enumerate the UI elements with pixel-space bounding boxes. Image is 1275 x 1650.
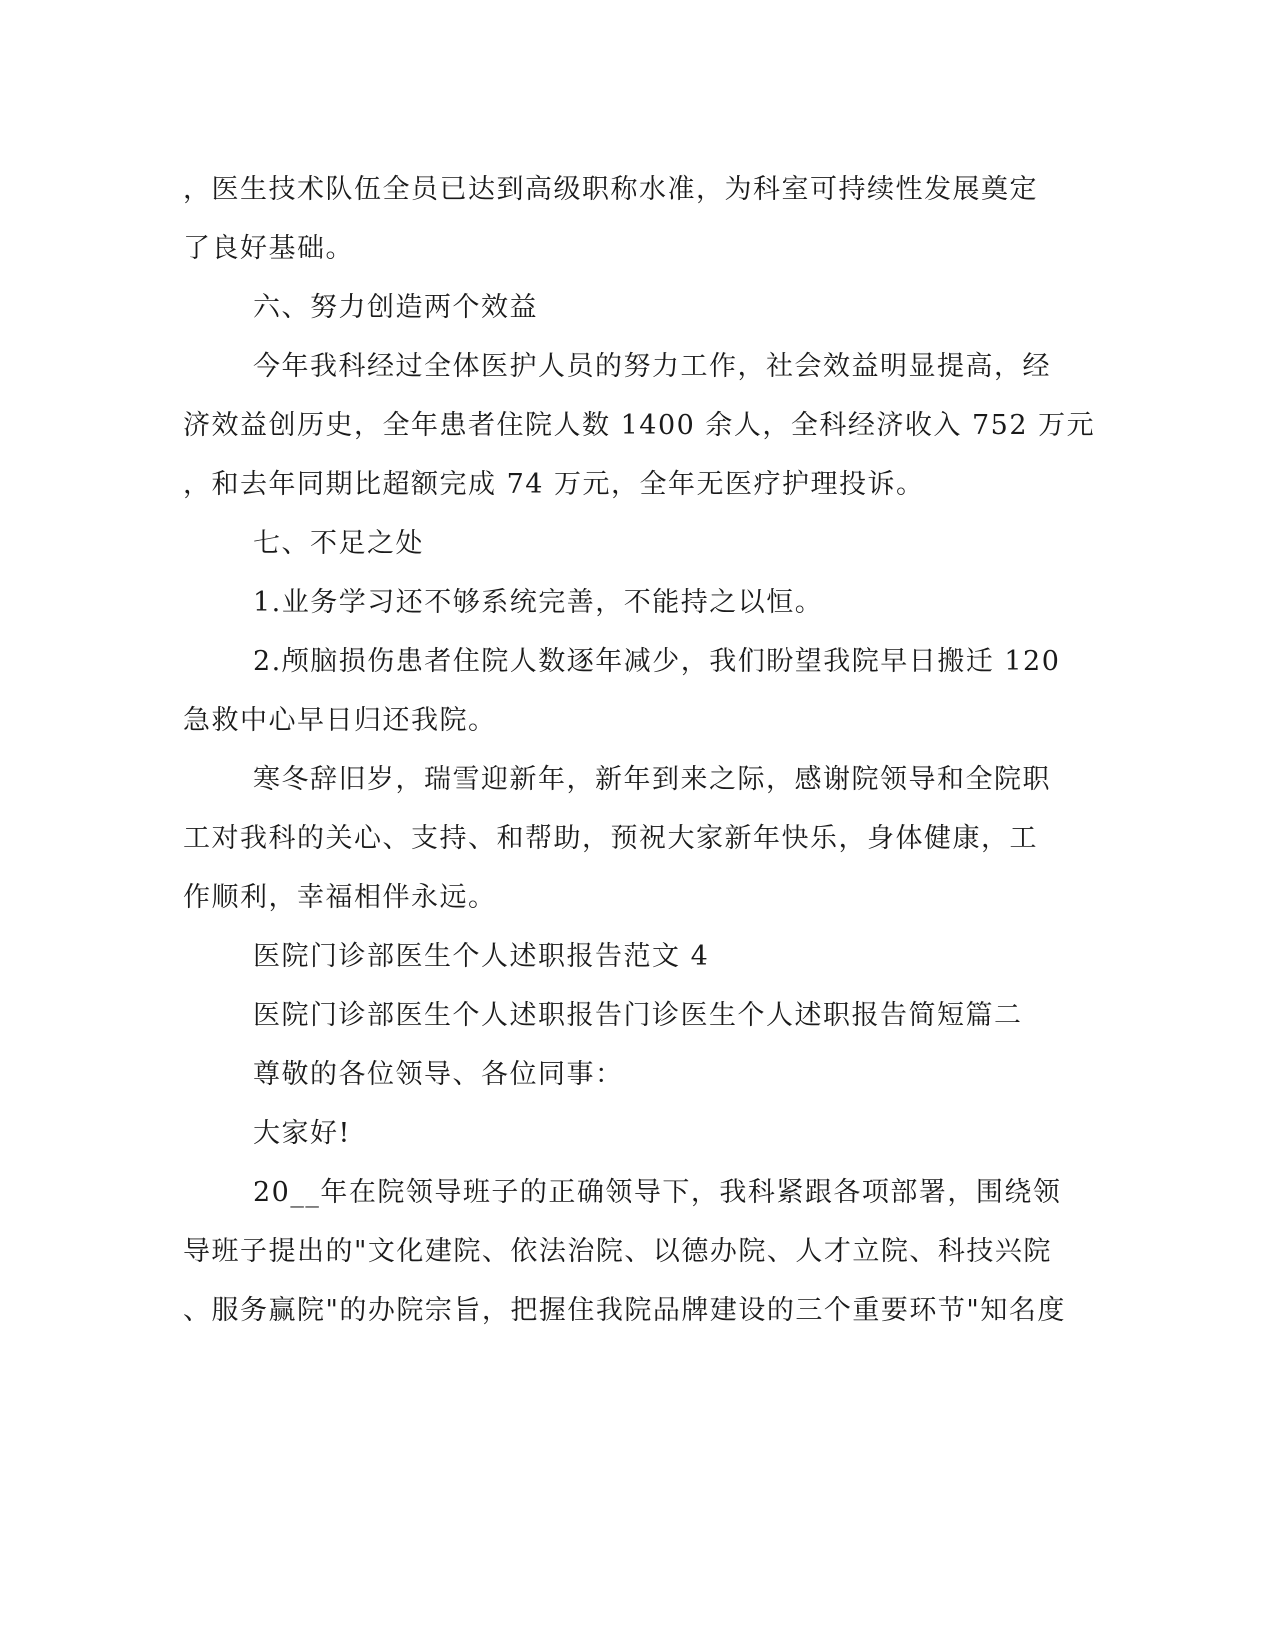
text-line: 工对我科的关心、支持、和帮助，预祝大家新年快乐，身体健康，工 (183, 823, 1038, 854)
salutation: 尊敬的各位领导、各位同事： (253, 1059, 624, 1090)
text-line: 急救中心早日归还我院。 (183, 705, 497, 736)
section-heading: 六、努力创造两个效益 (253, 292, 538, 323)
text-line: 今年我科经过全体医护人员的努力工作，社会效益明显提高，经 (253, 351, 1051, 382)
text-line: 寒冬辞旧岁，瑞雪迎新年，新年到来之际，感谢院领导和全院职 (253, 764, 1051, 795)
text-line: ，和去年同期比超额完成 74 万元，全年无医疗护理投诉。 (183, 469, 925, 500)
article-title: 医院门诊部医生个人述职报告范文 4 (253, 941, 710, 972)
text-line: 导班子提出的"文化建院、依法治院、以德办院、人才立院、科技兴院 (183, 1236, 1052, 1267)
list-item: 1.业务学习还不够系统完善，不能持之以恒。 (253, 587, 824, 618)
greeting: 大家好! (253, 1118, 351, 1149)
list-item: 2.颅脑损伤患者住院人数逐年减少，我们盼望我院早日搬迁 120 (253, 646, 1061, 677)
text-line: 作顺利，幸福相伴永远。 (183, 882, 497, 913)
text-line: 济效益创历史，全年患者住院人数 1400 余人，全科经济收入 752 万元 (183, 410, 1096, 441)
text-line: 20__年在院领导班子的正确领导下，我科紧跟各项部署，围绕领 (253, 1177, 1062, 1208)
text-line: ，医生技术队伍全员已达到高级职称水准，为科室可持续性发展奠定 (183, 174, 1038, 205)
document-body (183, 160, 1096, 1340)
article-title: 医院门诊部医生个人述职报告门诊医生个人述职报告简短篇二 (253, 1000, 1023, 1031)
section-heading: 七、不足之处 (253, 528, 424, 559)
text-line: 了良好基础。 (183, 233, 354, 264)
text-line: 、服务赢院"的办院宗旨，把握住我院品牌建设的三个重要环节"知名度 (183, 1295, 1066, 1326)
